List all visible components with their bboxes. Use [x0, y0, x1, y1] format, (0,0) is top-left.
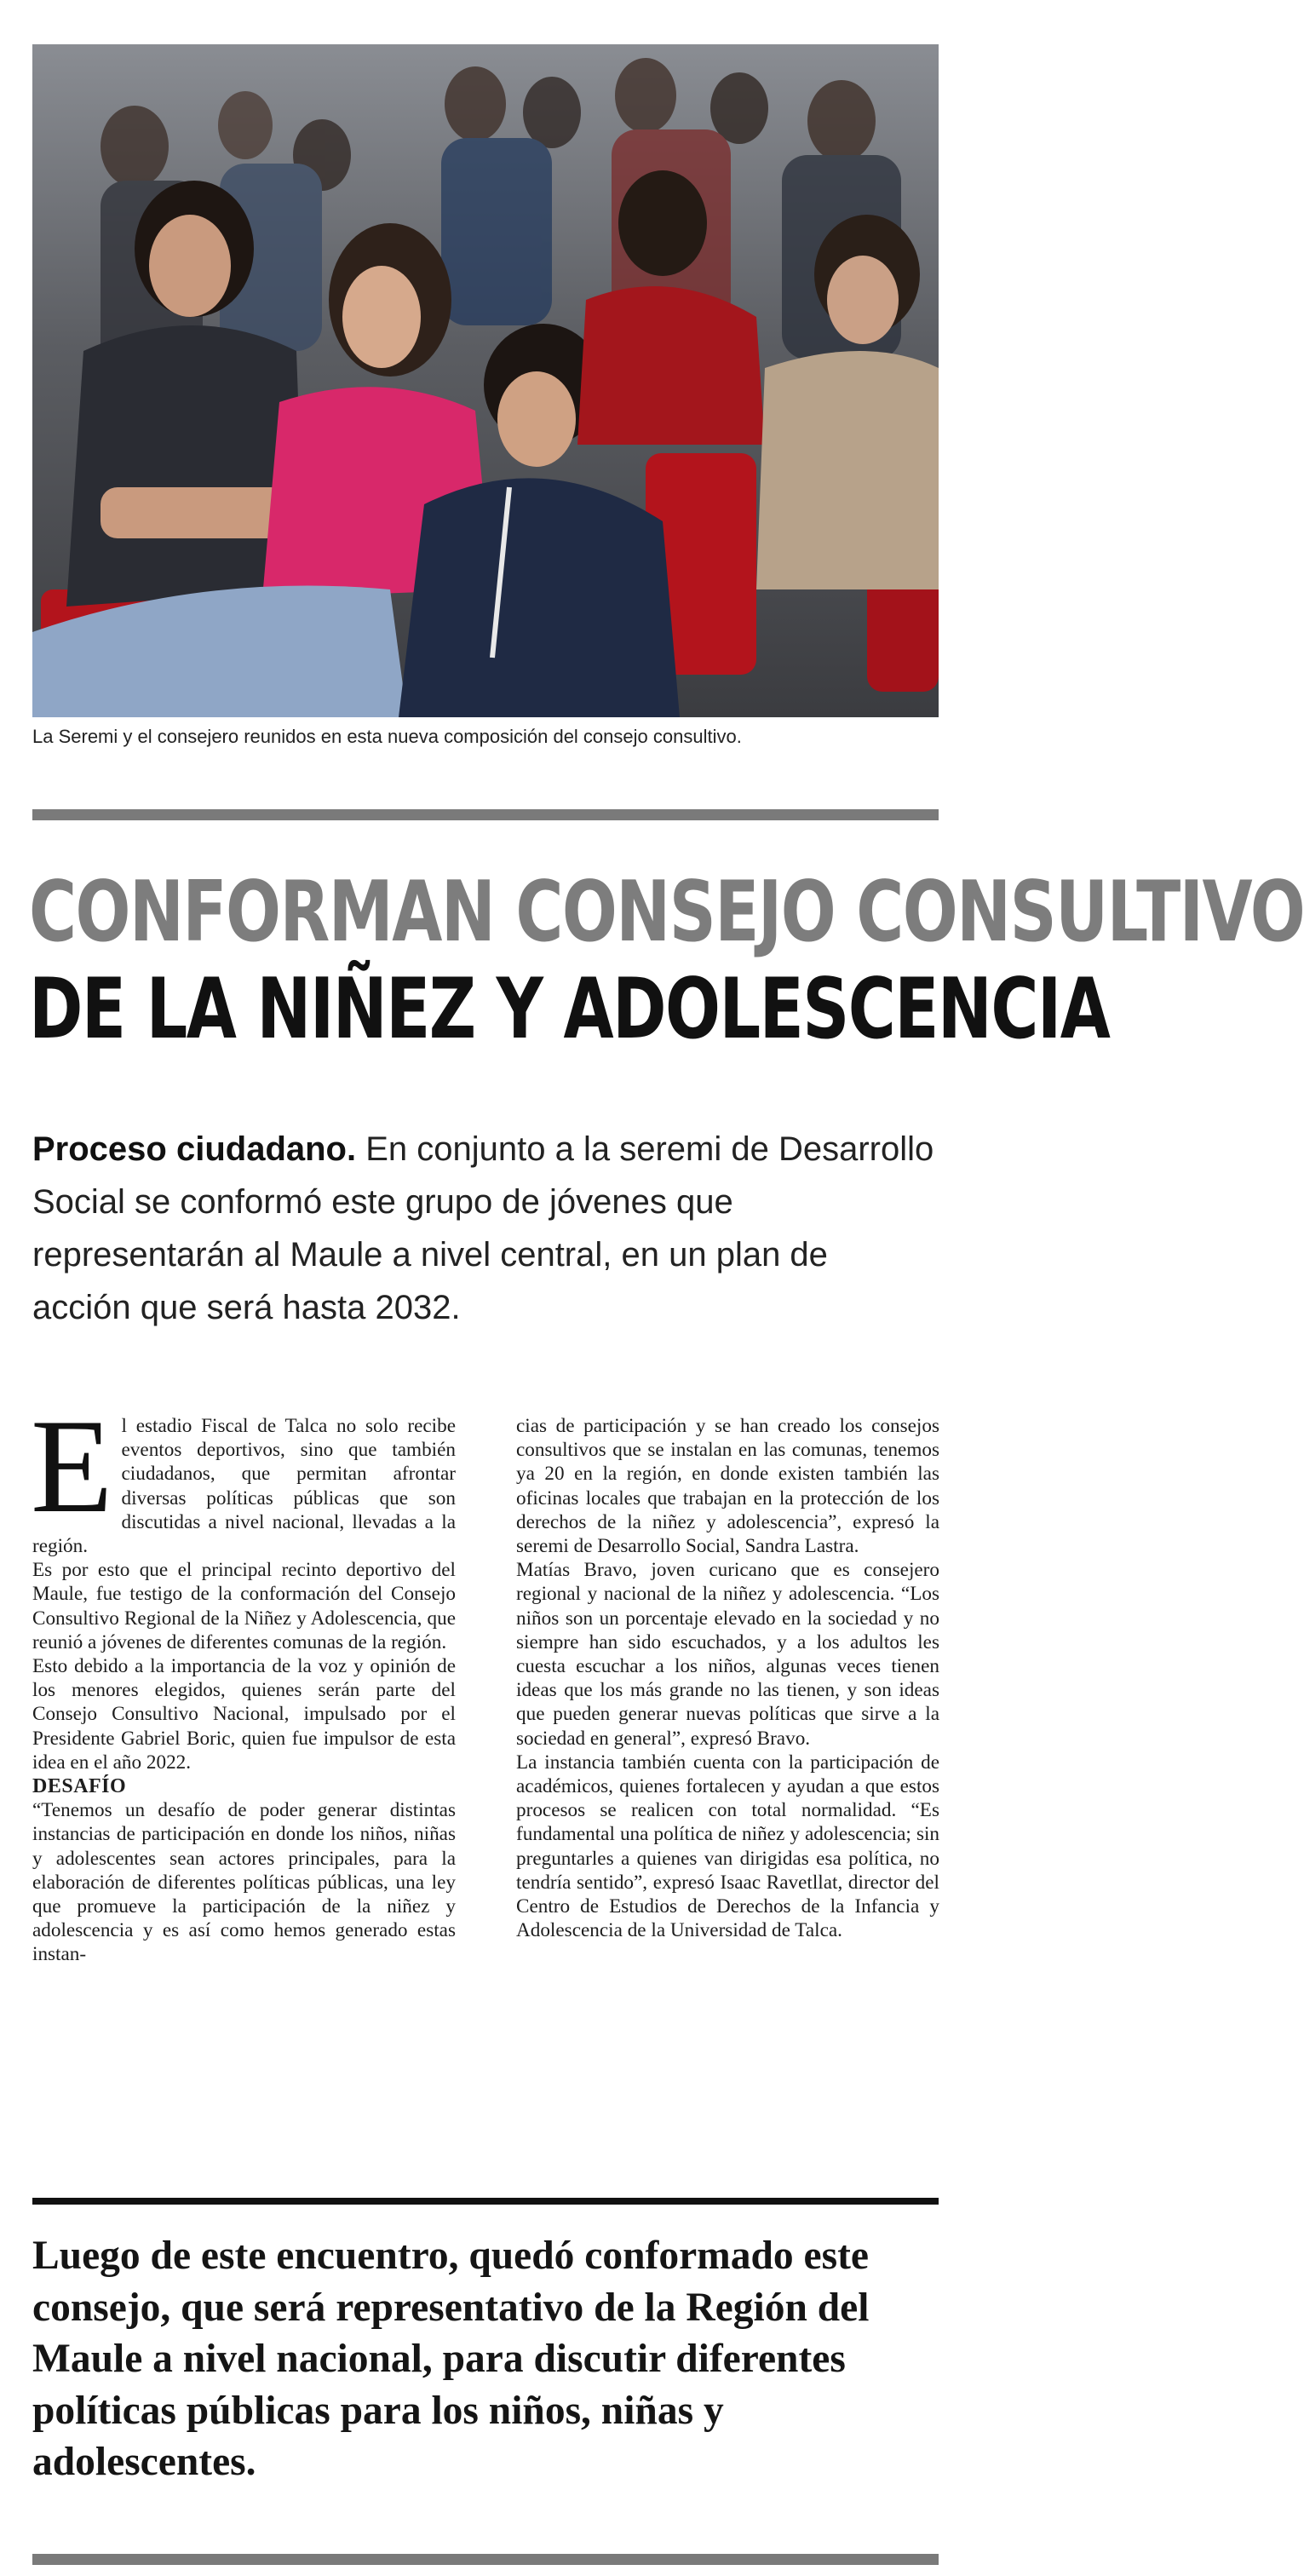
headline-line-2: DE LA NIÑEZ Y ADOLESCENCIA [29, 961, 1110, 1058]
pull-quote: Luego de este encuentro, quedó conformado este consejo, que será representativo de la Región del Maule a nivel nacional, para discutir diferentes políticas públicas para los niños, niñas y adolescentes. [32, 2234, 870, 2484]
body-paragraph: Es por esto que el principal recinto deportivo del Maule, fue testigo de la conformación del Consejo Consultivo Regional de la Niñez y Adolescencia, que reunió a jóvenes de diferentes comunas de la región. [32, 1559, 456, 1653]
article-photo [32, 44, 939, 717]
bottom-rule [32, 2554, 939, 2565]
body-paragraph: La instancia también cuenta con la participación de académicos, quienes fortalecen y ayudan a que estos procesos se realicen con total normalidad. “Es fundamental una política de niñez y adolescencia; sin preguntarles a quienes van dirigidas esa política, no tendría sentido”, expresó Isaac Ravetllat, director del Centro de Estudios de Derechos de la Infancia y Adolescencia de la Universidad de Talca. [516, 1751, 939, 1942]
headline-line-1: CONFORMAN CONSEJO CONSULTIVO [29, 864, 1304, 961]
lead-paragraph [32, 1123, 935, 1334]
top-rule [32, 809, 939, 820]
body-text: l estadio Fiscal de Talca no solo recibe eventos deportivos, sino que también ciudadanos, que permitan afrontar diversas políticas públicas que son discutidas a nivel nacional, llevadas a la región. [32, 1415, 456, 1558]
body-paragraph: Esto debido a la importancia de la voz y opinión de los menores elegidos, quienes serán parte del Consejo Consultivo Nacional, impulsado por el Presidente Gabriel Boric, quien fue impulsor de esta idea en el año 2022. [32, 1655, 456, 1774]
body-paragraph [31, 1392, 456, 1558]
body-column-right [516, 1414, 939, 1942]
body-paragraph: Matías Bravo, joven curicano que es consejero regional y nacional de la niñez y adolescencia. “Los niños son un porcentaje elevado en la sociedad y no siempre han sido escuchados, y a los adultos les cuesta escuchar a los niños, algunas veces tienen ideas que los más grande no las tienen, y son ideas que pueden generar nuevas políticas que sirve a la sociedad en general”, expresó Bravo. [516, 1559, 939, 1750]
drop-cap: E [31, 1392, 113, 1541]
pullquote-rule [32, 2198, 939, 2205]
lead-kicker: Proceso ciudadano. [32, 1130, 357, 1168]
lead-text: En conjunto a la seremi de Desarrollo Social se conformó este grupo de jóvenes que representarán al Maule a nivel central, en un plan de acción que será hasta 2032. [32, 1130, 934, 1326]
section-subhead: DESAFÍO [32, 1775, 127, 1798]
photo-caption: La Seremi y el consejero reunidos en esta nueva composición del consejo consultivo. [32, 726, 742, 747]
headline [29, 864, 1304, 1058]
audience-photo-icon [32, 44, 939, 717]
body-paragraph: cias de participación y se han creado los consejos consultivos que se instalan en las comunas, tenemos ya 20 en la región, en donde existen también las oficinas locales que trabajan en la protección de los derechos de la niñez y adolescencia”, expresó la seremi de Desarrollo Social, Sandra Lastra. [516, 1415, 939, 1558]
body-paragraph: “Tenemos un desafío de poder generar distintas instancias de participación en donde los niños, niñas y adolescentes sean actores principales, para la elaboración de diferentes políticas públicas, una ley que promueve la participación de la niñez y adolescencia y es así como hemos generado estas instan- [32, 1799, 456, 1966]
body-column-left [31, 1392, 456, 1967]
